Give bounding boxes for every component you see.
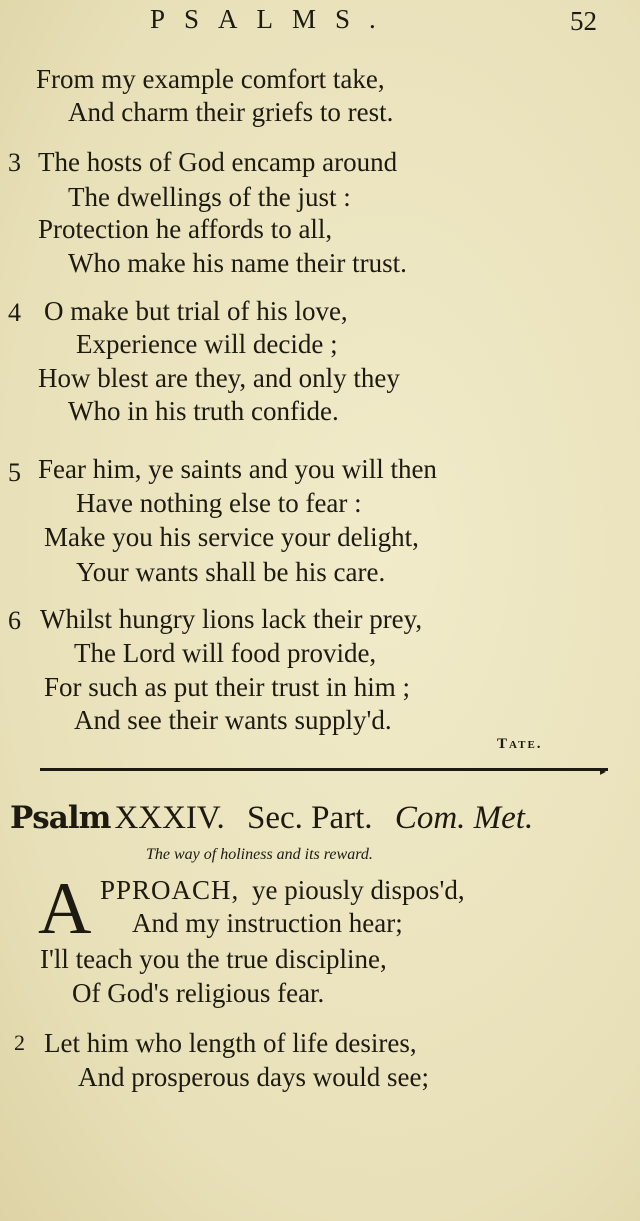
divider-ornament: ▸ [600,764,607,778]
verse-line: The Lord will food provide, [74,638,377,668]
verse-line: Of God's religious fear. [72,978,325,1008]
page-header [0,0,640,50]
verse-number: 4 [8,298,21,327]
verse-line: For such as put their trust in him ; [44,672,410,702]
verse-line: From my example comfort take, [36,64,385,94]
verse-line: Whilst hungry lions lack their prey, [40,604,423,634]
verse-line: The hosts of God encamp around [38,147,398,177]
psalm-part: Sec. Part. [247,800,373,836]
drop-cap: A [38,868,92,950]
psalm-number: XXXIV. [114,800,225,836]
verse-number: 3 [8,148,21,177]
verse-line: Protection he affords to all, [38,214,333,244]
psalm-meter: Com. Met. [394,800,534,836]
verse-line: Your wants shall be his care. [76,557,386,587]
verse-line: And my instruction hear; [132,908,403,938]
verse-line: Have nothing else to fear : [76,488,362,518]
psalm-heading [10,800,533,837]
verse-line: The dwellings of the just : [68,182,351,212]
verse-number: 2 [14,1030,25,1055]
running-title: PSALMS. [150,4,395,34]
verse-line: O make but trial of his love, [44,296,348,326]
verse-line: And prosperous days would see; [78,1062,429,1092]
hymn-author: Tate. [497,736,543,752]
verse-line: Who make his name their trust. [68,248,407,278]
verse-line: Let him who length of life desires, [44,1028,417,1058]
section-divider [40,768,608,771]
verse-line: Who in his truth confide. [68,396,339,426]
verse-line: ye piously dispos'd, [252,875,465,905]
verse-line: How blest are they, and only they [38,363,400,393]
first-word: PPROACH, [100,875,240,905]
verse-line: Make you his service your delight, [44,522,419,552]
verse-line: I'll teach you the true discipline, [40,944,387,974]
page-number: 52 [570,6,597,36]
verse-number: 6 [8,606,21,635]
verse-line: And charm their griefs to rest. [68,97,394,127]
psalm-subtitle: The way of holiness and its reward. [146,846,373,863]
psalm-label: Psalm [10,800,111,836]
verse-line: Experience will decide ; [76,329,338,359]
verse-line: And see their wants supply'd. [74,705,392,735]
verse-number: 5 [8,458,21,487]
verse-line: Fear him, ye saints and you will then [38,454,437,484]
